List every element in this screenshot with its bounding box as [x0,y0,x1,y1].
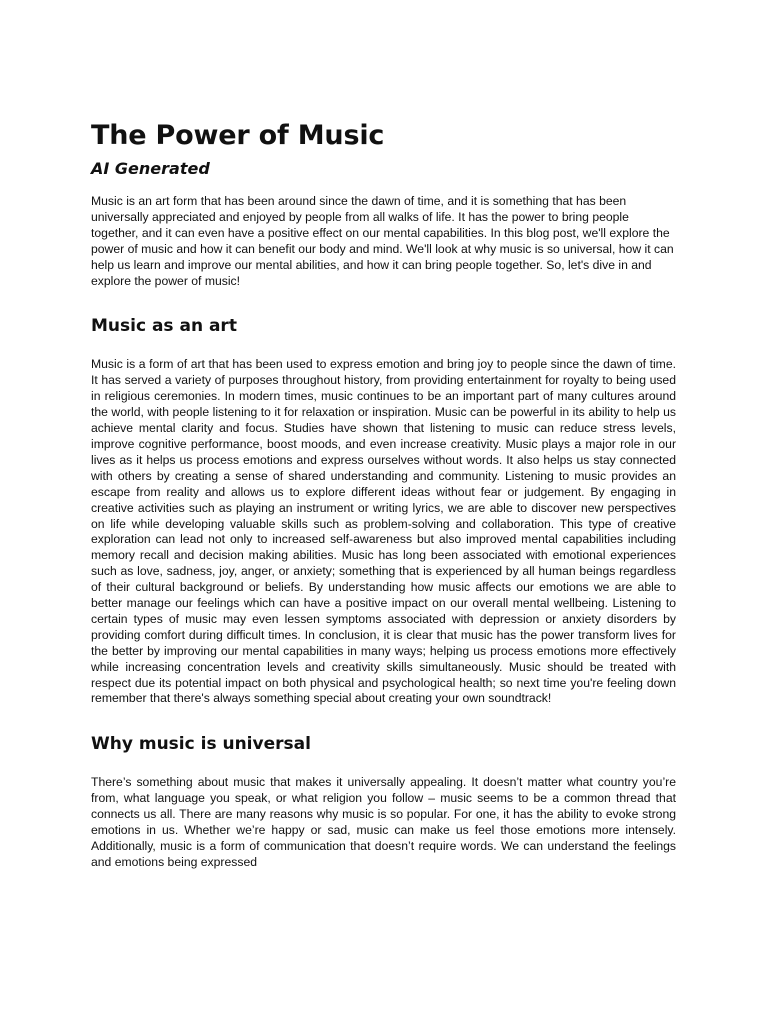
section-body-why-music-is-universal: There’s something about music that makes it universally appealing. It doesn’t matter what country you’re from, what language you speak, or what religion you follow – music seems to be a common thread that connects us all. There are many reasons why music is so popular. For one, it has the ability to evoke strong emotions in us. Whether we’re happy or sad, music can make us feel those emotions more intensely. Additionally, music is a form of communication that doesn’t require words. We can understand the feelings and emotions being expressed [91,775,676,869]
section-heading-music-as-an-art: Music as an art [91,316,237,337]
section-body-music-as-an-art: Music is a form of art that has been used to express emotion and bring joy to people since the dawn of time. It has served a variety of purposes throughout history, from providing entertainment for royalty to being used in religious ceremonies. In modern times, music continues to be an important part of many cultures around the world, with people listening to it for relaxation or inspiration. Music can be powerful in its ability to help us achieve mental clarity and focus. Studies have shown that listening to music can reduce stress levels, improve cognitive performance, boost moods, and even increase creativity. Music plays a major role in our lives as it helps us process emotions and express ourselves without words. It also helps us stay connected with others by creating a sense of shared understanding and community. Listening to music provides an escape from reality and allows us to explore different ideas without fear or judgement. By engaging in creative activities such as playing an instrument or writing lyrics, we are able to discover new perspectives on life while developing valuable skills such as problem-solving and collaboration. This type of creative exploration can lead not only to increased self-awareness but also improved mental capabilities including memory recall and decision making abilities. Music has long been associated with emotional experiences such as love, sadness, joy, anger, or anxiety; something that is experienced by all human beings regardless of their cultural background or beliefs. By understanding how music affects our emotions we are able to better manage our feelings which can have a positive impact on our overall mental wellbeing. Listening to certain types of music may even lessen symptoms associated with depression or anxiety disorders by providing comfort during difficult times. In conclusion, it is clear that music has the power transform lives for the better by improving our mental capabilities in many ways; helping us process emotions more effectively while increasing concentration levels and creativity skills simultaneously. Music should be treated with respect due its potential impact on both physical and psychological health; so next time you're feeling down remember that there's always something special about creating your own soundtrack! [91,357,676,706]
page-subtitle: AI Generated [91,159,210,178]
document-page [91,118,676,871]
page-title: The Power of Music [91,120,385,151]
section-heading-why-music-is-universal: Why music is universal [91,734,311,755]
intro-paragraph: Music is an art form that has been around since the dawn of time, and it is something that has been universally appreciated and enjoyed by people from all walks of life. It has the power to bring people together, and it can even have a positive effect on our mental capabilities. In this blog post, we'll explore the power of music and how it can benefit our body and mind. We'll look at why music is so universal, how it can help us learn and improve our mental abilities, and how it can bring people together. So, let's dive in and explore the power of music! [91,194,674,288]
